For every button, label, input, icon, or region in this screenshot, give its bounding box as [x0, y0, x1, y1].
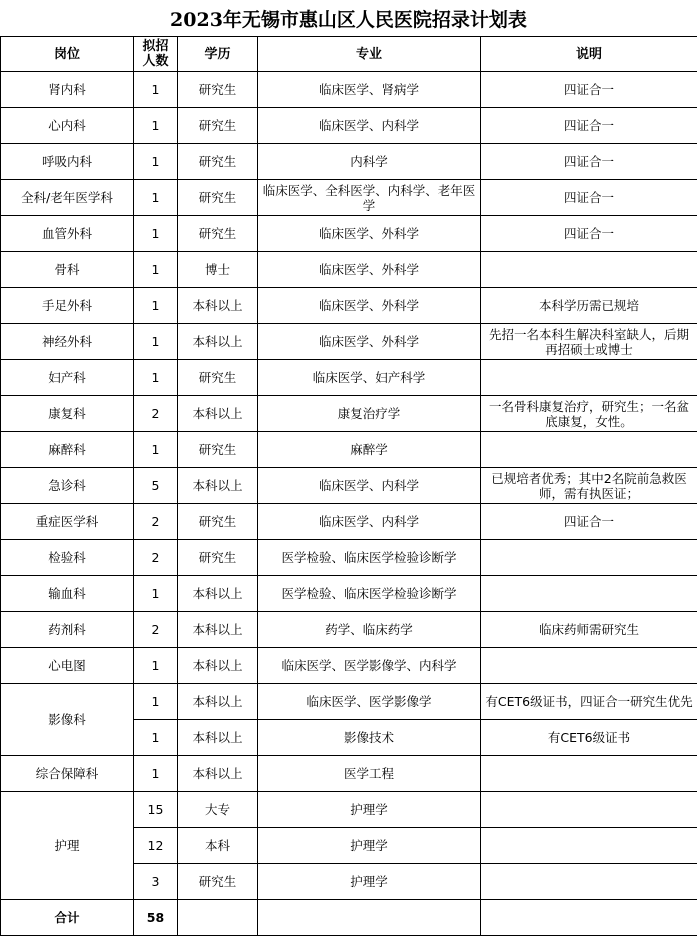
major-cell: 临床医学、肾病学 [258, 72, 481, 108]
table-row [1, 792, 697, 828]
post-cell: 影像科 [1, 684, 134, 756]
note-cell [481, 540, 697, 576]
count-cell: 1 [134, 72, 178, 108]
recruitment-table [0, 36, 697, 936]
table-row [1, 468, 697, 504]
table-row [1, 576, 697, 612]
table-row [1, 648, 697, 684]
post-cell: 骨科 [1, 252, 134, 288]
note-cell: 先招一名本科生解决科室缺人，后期再招硕士或博士 [481, 324, 697, 360]
table-row [1, 756, 697, 792]
total-row [1, 900, 697, 936]
post-cell: 护理 [1, 792, 134, 900]
header-count: 拟招 人数 [134, 37, 178, 72]
post-cell: 检验科 [1, 540, 134, 576]
education-cell: 本科以上 [178, 756, 258, 792]
header-education: 学历 [178, 37, 258, 72]
note-cell [481, 648, 697, 684]
major-cell: 护理学 [258, 828, 481, 864]
education-cell: 本科以上 [178, 288, 258, 324]
education-cell: 本科 [178, 828, 258, 864]
count-cell: 2 [134, 612, 178, 648]
count-cell: 12 [134, 828, 178, 864]
major-cell: 医学工程 [258, 756, 481, 792]
count-cell: 1 [134, 360, 178, 396]
note-cell: 本科学历需已规培 [481, 288, 697, 324]
count-cell: 1 [134, 180, 178, 216]
major-cell: 临床医学、内科学 [258, 108, 481, 144]
major-cell: 临床医学、外科学 [258, 216, 481, 252]
education-cell: 研究生 [178, 180, 258, 216]
sheet-title: 2023年无锡市惠山区人民医院招录计划表 [0, 0, 697, 37]
table-row [1, 252, 697, 288]
note-cell: 四证合一 [481, 216, 697, 252]
major-cell: 临床医学、外科学 [258, 252, 481, 288]
header-post: 岗位 [1, 37, 134, 72]
education-cell: 大专 [178, 792, 258, 828]
post-cell: 妇产科 [1, 360, 134, 396]
note-cell [481, 828, 697, 864]
note-cell: 四证合一 [481, 144, 697, 180]
count-cell: 3 [134, 864, 178, 900]
total-count: 58 [134, 900, 178, 936]
count-cell: 2 [134, 540, 178, 576]
major-cell: 护理学 [258, 864, 481, 900]
empty-cell [178, 900, 258, 936]
post-cell: 肾内科 [1, 72, 134, 108]
education-cell: 研究生 [178, 360, 258, 396]
education-cell: 本科以上 [178, 720, 258, 756]
count-cell: 1 [134, 324, 178, 360]
education-cell: 本科以上 [178, 396, 258, 432]
major-cell: 护理学 [258, 792, 481, 828]
major-cell: 临床医学、内科学 [258, 468, 481, 504]
table-row [1, 504, 697, 540]
education-cell: 研究生 [178, 864, 258, 900]
note-cell: 有CET6级证书 [481, 720, 697, 756]
header-major: 专业 [258, 37, 481, 72]
count-cell: 1 [134, 720, 178, 756]
post-cell: 麻醉科 [1, 432, 134, 468]
count-cell: 1 [134, 648, 178, 684]
note-cell: 四证合一 [481, 108, 697, 144]
count-cell: 1 [134, 576, 178, 612]
note-cell [481, 576, 697, 612]
major-cell: 药学、临床药学 [258, 612, 481, 648]
note-cell [481, 252, 697, 288]
total-label: 合计 [1, 900, 134, 936]
education-cell: 研究生 [178, 144, 258, 180]
empty-cell [258, 900, 481, 936]
education-cell: 研究生 [178, 216, 258, 252]
note-cell: 已规培者优秀；其中2名院前急救医师，需有执医证； [481, 468, 697, 504]
education-cell: 博士 [178, 252, 258, 288]
empty-cell [481, 900, 697, 936]
post-cell: 神经外科 [1, 324, 134, 360]
major-cell: 医学检验、临床医学检验诊断学 [258, 540, 481, 576]
major-cell: 临床医学、医学影像学、内科学 [258, 648, 481, 684]
post-cell: 药剂科 [1, 612, 134, 648]
note-cell [481, 864, 697, 900]
education-cell: 本科以上 [178, 684, 258, 720]
major-cell: 临床医学、外科学 [258, 324, 481, 360]
major-cell: 麻醉学 [258, 432, 481, 468]
education-cell: 本科以上 [178, 648, 258, 684]
post-cell: 心电图 [1, 648, 134, 684]
education-cell: 本科以上 [178, 468, 258, 504]
note-cell: 四证合一 [481, 72, 697, 108]
count-cell: 1 [134, 288, 178, 324]
table-row [1, 72, 697, 108]
post-cell: 综合保障科 [1, 756, 134, 792]
table-row [1, 324, 697, 360]
table-row [1, 684, 697, 720]
note-cell: 四证合一 [481, 180, 697, 216]
count-cell: 1 [134, 144, 178, 180]
post-cell: 手足外科 [1, 288, 134, 324]
note-cell [481, 360, 697, 396]
count-cell: 1 [134, 684, 178, 720]
education-cell: 本科以上 [178, 324, 258, 360]
table-row [1, 144, 697, 180]
note-cell: 有CET6级证书，四证合一研究生优先 [481, 684, 697, 720]
post-cell: 康复科 [1, 396, 134, 432]
post-cell: 血管外科 [1, 216, 134, 252]
education-cell: 研究生 [178, 504, 258, 540]
major-cell: 临床医学、全科医学、内科学、老年医学 [258, 180, 481, 216]
education-cell: 本科以上 [178, 576, 258, 612]
post-cell: 心内科 [1, 108, 134, 144]
count-cell: 2 [134, 396, 178, 432]
count-cell: 1 [134, 756, 178, 792]
note-cell: 一名骨科康复治疗，研究生；一名盆底康复，女性。 [481, 396, 697, 432]
table-row [1, 540, 697, 576]
major-cell: 康复治疗学 [258, 396, 481, 432]
count-cell: 2 [134, 504, 178, 540]
note-cell [481, 792, 697, 828]
count-cell: 1 [134, 216, 178, 252]
post-cell: 输血科 [1, 576, 134, 612]
education-cell: 本科以上 [178, 612, 258, 648]
education-cell: 研究生 [178, 72, 258, 108]
note-cell: 四证合一 [481, 504, 697, 540]
count-cell: 1 [134, 432, 178, 468]
major-cell: 医学检验、临床医学检验诊断学 [258, 576, 481, 612]
count-cell: 1 [134, 108, 178, 144]
major-cell: 临床医学、医学影像学 [258, 684, 481, 720]
major-cell: 内科学 [258, 144, 481, 180]
count-cell: 15 [134, 792, 178, 828]
major-cell: 临床医学、外科学 [258, 288, 481, 324]
count-cell: 5 [134, 468, 178, 504]
count-cell: 1 [134, 252, 178, 288]
post-cell: 急诊科 [1, 468, 134, 504]
note-cell [481, 756, 697, 792]
table-row [1, 360, 697, 396]
post-cell: 全科/老年医学科 [1, 180, 134, 216]
header-note: 说明 [481, 37, 697, 72]
education-cell: 研究生 [178, 108, 258, 144]
post-cell: 呼吸内科 [1, 144, 134, 180]
table-row [1, 396, 697, 432]
note-cell [481, 432, 697, 468]
table-row [1, 180, 697, 216]
table-row [1, 108, 697, 144]
education-cell: 研究生 [178, 432, 258, 468]
header-row [1, 37, 697, 72]
major-cell: 临床医学、妇产科学 [258, 360, 481, 396]
major-cell: 影像技术 [258, 720, 481, 756]
table-row [1, 288, 697, 324]
table-row [1, 216, 697, 252]
post-cell: 重症医学科 [1, 504, 134, 540]
table-row [1, 612, 697, 648]
major-cell: 临床医学、内科学 [258, 504, 481, 540]
table-row [1, 432, 697, 468]
note-cell: 临床药师需研究生 [481, 612, 697, 648]
education-cell: 研究生 [178, 540, 258, 576]
